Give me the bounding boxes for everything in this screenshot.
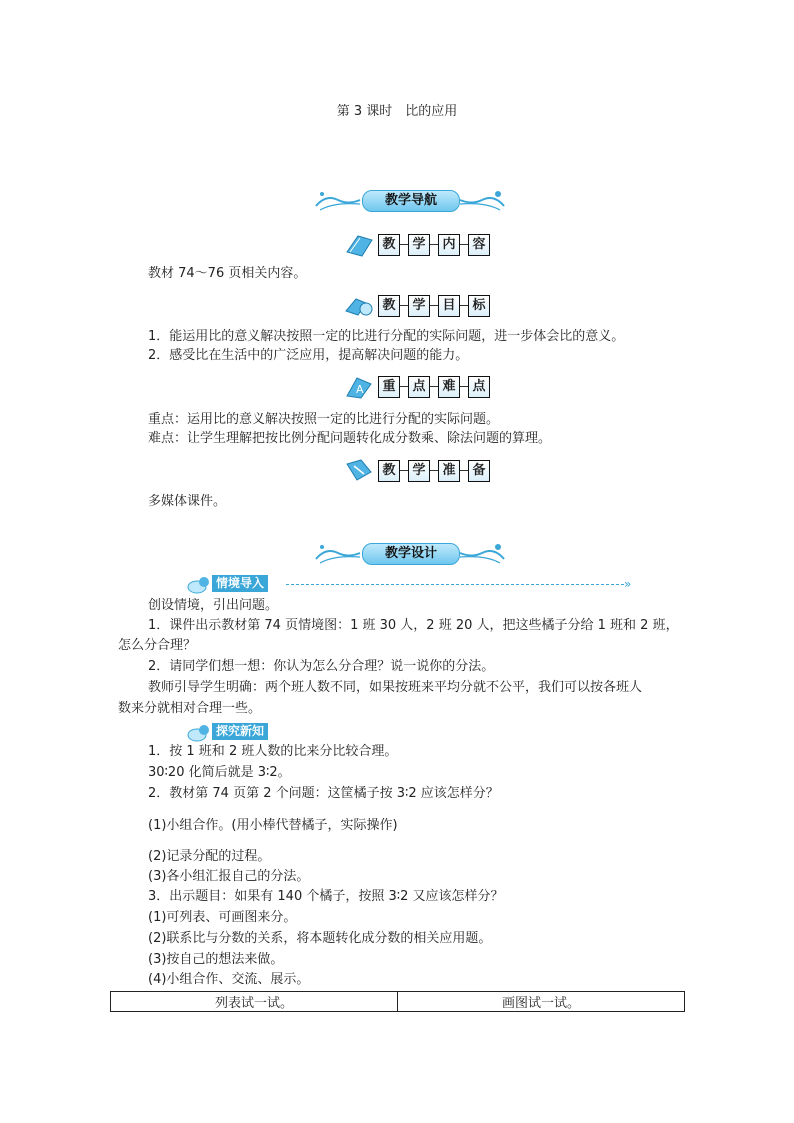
page-title: 第 3 课时 比的应用 [336,104,458,119]
svg-text:A: A [356,383,364,396]
explore-tag [186,722,286,742]
intro-line: 数来分就相对合理一些。 [118,701,262,716]
explore-line: (3)按自己的想法来做。 [148,952,284,967]
method-table [110,991,685,1012]
explore-line: (2)联系比与分数的关系，将本题转化成分数的相关应用题。 [148,931,492,946]
design-banner [312,541,508,567]
section-char: 点 [468,376,490,398]
explore-line: (1)小组合作。(用小棒代替橘子，实际操作) [148,818,398,833]
section-char: 教 [378,460,400,482]
section-char: 教 [378,295,400,317]
explore-line: 2．教材第 74 页第 2 个问题：这筐橘子按 3∶2 应该怎样分？ [148,786,499,801]
goal-line-1: 1．能运用比的意义解决按照一定的比进行分配的实际问题，进一步体会比的意义。 [148,329,625,344]
intro-line: 1．课件出示教材第 74 页情境图：1 班 30 人，2 班 20 人，把这些橘子分给 1 班和 2 班， [148,618,679,633]
table-row [111,992,685,1012]
explore-line: 3．出示题目：如果有 140 个橘子，按照 3∶2 又应该怎样分？ [148,889,504,904]
nav-banner-label: 教学导航 [362,190,460,212]
explore-line: (4)小组合作、交流、展示。 [148,972,310,987]
intro-dash-divider [286,584,624,585]
double-chevron-icon: » [624,577,632,591]
explore-line: 30∶20 化简后就是 3∶2。 [148,765,291,780]
intro-line: 2．请同学们想一想：你认为怎么分合理？说一说你的分法。 [148,659,495,674]
cloud-icon [186,722,212,742]
intro-tag [186,574,286,594]
section-char: 重 [378,376,400,398]
explore-line: (2)记录分配的过程。 [148,849,271,864]
section-char: 准 [438,460,460,482]
section-char: 教 [378,234,400,256]
section-char: 难 [438,376,460,398]
intro-line: 怎么分合理？ [118,638,197,653]
section-char: 备 [468,460,490,482]
explore-tag-label: 探究新知 [212,723,268,740]
keypoint-line-2: 难点：让学生理解把按比例分配问题转化成分数乘、除法问题的算理。 [148,431,552,446]
section-char: 内 [438,234,460,256]
section-heading-prep [344,458,484,484]
tools-icon [344,458,374,484]
table-cell: 列表试一试。 [111,992,398,1012]
section-heading-content [344,232,484,258]
intro-line: 教师引导学生明确：两个班人数不同，如果按班来平均分就不公平，我们可以按各班人 [148,680,643,695]
explore-line: (3)各小组汇报自己的分法。 [148,869,310,884]
book-icon [344,232,374,258]
goal-line-2: 2．感受比在生活中的广泛应用，提高解决问题的能力。 [148,348,469,363]
nav-banner [312,188,508,214]
section-heading-goals [344,293,484,319]
intro-tag-label: 情境导入 [212,575,268,592]
section-char: 学 [408,295,430,317]
section-char: 学 [408,460,430,482]
prep-text: 多媒体课件。 [148,494,227,509]
design-banner-label: 教学设计 [362,543,460,565]
section-char: 容 [468,234,490,256]
section-char: 目 [438,295,460,317]
section-heading-keypoints [344,374,484,400]
section-char: 点 [408,376,430,398]
intro-line: 创设情境，引出问题。 [148,598,279,613]
content-text: 教材 74～76 页相关内容。 [148,266,307,281]
section-char: 标 [468,295,490,317]
keypoint-line-1: 重点：运用比的意义解决按照一定的比进行分配的实际问题。 [148,412,500,427]
target-icon [344,293,374,319]
section-char: 学 [408,234,430,256]
explore-line: (1)可列表、可画图来分。 [148,910,297,925]
key-icon [344,374,374,400]
cloud-icon [186,574,212,594]
explore-line: 1．按 1 班和 2 班人数的比来分比较合理。 [148,744,398,759]
table-cell: 画图试一试。 [398,992,685,1012]
